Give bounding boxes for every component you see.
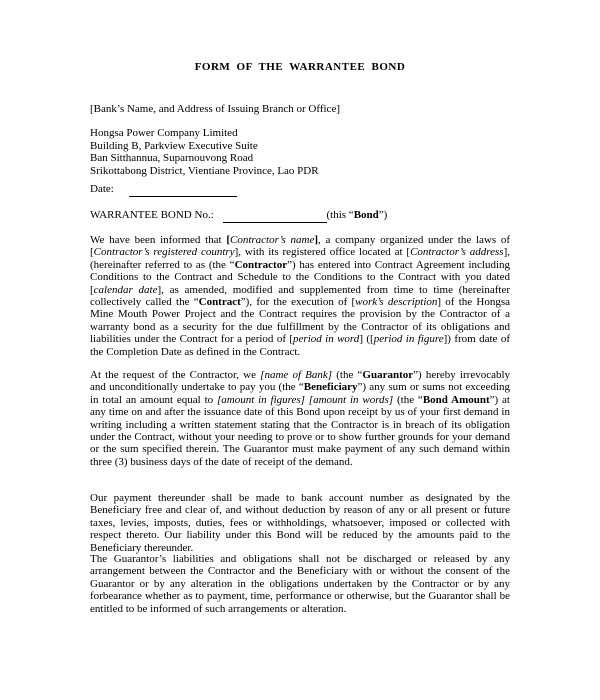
p2-bank-name: [name of Bank] — [260, 369, 333, 381]
bond-suffix-prefix: (this “ — [326, 209, 354, 221]
p1-text: ], as amended, modified and supplemented from time to time (hereinafter collectively called the “ — [90, 283, 510, 309]
p1-text: ]) from date of the Completion Date as defined in the Contract. — [90, 333, 510, 358]
p4-text: The Guarantor’s liabilities and obligations shall not be discharged or released by any arrangement between the Contractor and the Beneficiary with or without the consent of the Guarantor or by any alteration in the obligations undertaken by the Contractor or by any forbearance whether as to payment, time, performance or otherwise, but the Guarantor shall be entitled to be informed of such arrangements or alteration. — [90, 553, 510, 615]
p1-text: ] of the Hongsa Mine Mouth Power Project and the Contract requires the provision by the Contractor of a warranty bond as a security for the due fulfillment by the Contractor of its obligations and liabilities under the Contract for a period of [ — [90, 296, 511, 346]
bond-number-row — [90, 209, 510, 223]
bank-placeholder: [Bank’s Name, and Address of Issuing Branch or Office] — [90, 103, 340, 115]
p2-amount-placeholder: [amount in figures] [amount in words] — [216, 393, 394, 406]
paragraph-guarantee-undertaking — [90, 369, 510, 468]
p1-text: ”) has entered into Contract Agreement including Conditions to the Contract and Schedule to the Conditions to the Contract with you dated [ — [90, 258, 511, 296]
p3-text: Our payment thereunder shall be made to bank account number as designated by the Beneficiary free and clear of, and without deduction by reason of any or all present or future taxes, levies, imposts, duties, fees or withholdings, whatsoever, imposed or collected with respect thereto. Our liability under this Bond will be reduced by the amounts paid to the Beneficiary thereunder. — [90, 492, 510, 554]
address-line-3: Ban Sitthannua, Suparnouvong Road — [90, 152, 254, 165]
p1-contractor-name: Contractor’s name — [230, 234, 315, 246]
date-row — [90, 183, 510, 197]
bond-number-label: WARRANTEE BOND No.: — [90, 209, 214, 221]
p2-text: (the “ — [332, 369, 363, 381]
p2-text: ”) any sum or sums not exceeding in total an amount equal to — [90, 381, 511, 406]
p1-contractor-term: Contractor — [234, 258, 288, 271]
p1-contractor-address: Contractor’s address — [410, 246, 504, 259]
bond-suffix-bold: Bond — [353, 209, 379, 221]
p2-guarantor-term: Guarantor — [362, 369, 414, 381]
p1-period-word: period in word — [293, 333, 360, 346]
p1-contractor-country: Contractor’s registered country — [93, 246, 235, 259]
address-line-1: Hongsa Power Company Limited — [90, 127, 238, 139]
p1-calendar-date: calendar date — [93, 283, 158, 296]
p1-bracket-close: ] — [314, 234, 319, 246]
p2-text: ”) at any time on and after the issuance date of this Bond upon receipt by us of your first demand in writing including a written statement stating that the Contractor is in breach of its obligation under the Contract, without your needing to prove or to show further grounds for your demand or the sum specified therein. The Guarantor must make payment of any such demand within three (3) business days of the date of receipt of the demand. — [90, 393, 510, 468]
bond-suffix-end: ”) — [378, 209, 388, 221]
p2-text: At the request of the Contractor, we — [90, 369, 261, 381]
date-label: Date: — [90, 183, 114, 195]
p1-text: , a company organized under the laws of [ — [90, 234, 511, 259]
date-blank — [129, 183, 237, 197]
p2-bond-amount-term: Bond Amount — [422, 393, 490, 406]
bank-line — [90, 103, 510, 116]
p1-text: We have been informed that — [90, 234, 227, 246]
p2-text: (the “ — [393, 393, 423, 406]
p2-text: ”) hereby irrevocably and unconditionally undertake to pay you (the “ — [90, 369, 511, 394]
p1-text: ] ([ — [359, 333, 374, 346]
paragraph-guarantor-liabilities — [90, 553, 510, 615]
p1-period-figure: period in figure — [373, 333, 444, 346]
p2-beneficiary-term: Beneficiary — [303, 381, 358, 394]
p1-text: ”), for the execution of [ — [240, 296, 356, 309]
p1-contract-term: Contract — [198, 296, 241, 309]
document-title: FORM OF THE WARRANTEE BOND — [194, 61, 406, 73]
p1-bracket-open: [ — [226, 234, 230, 246]
bond-number-blank — [223, 209, 327, 223]
p1-work-description: work’s description — [355, 296, 438, 309]
address-line-2: Building B, Parkview Executive Suite — [90, 139, 258, 152]
p1-text: ], with its registered office located at [ — [234, 246, 411, 259]
paragraph-contract-recital — [90, 234, 510, 358]
address-line-4: Srikottabong District, Vientiane Province, Lao PDR — [90, 164, 319, 177]
recipient-address — [90, 127, 510, 177]
p1-text: ], (hereinafter referred to as (the “ — [90, 246, 510, 271]
paragraph-payment-terms — [90, 492, 510, 554]
